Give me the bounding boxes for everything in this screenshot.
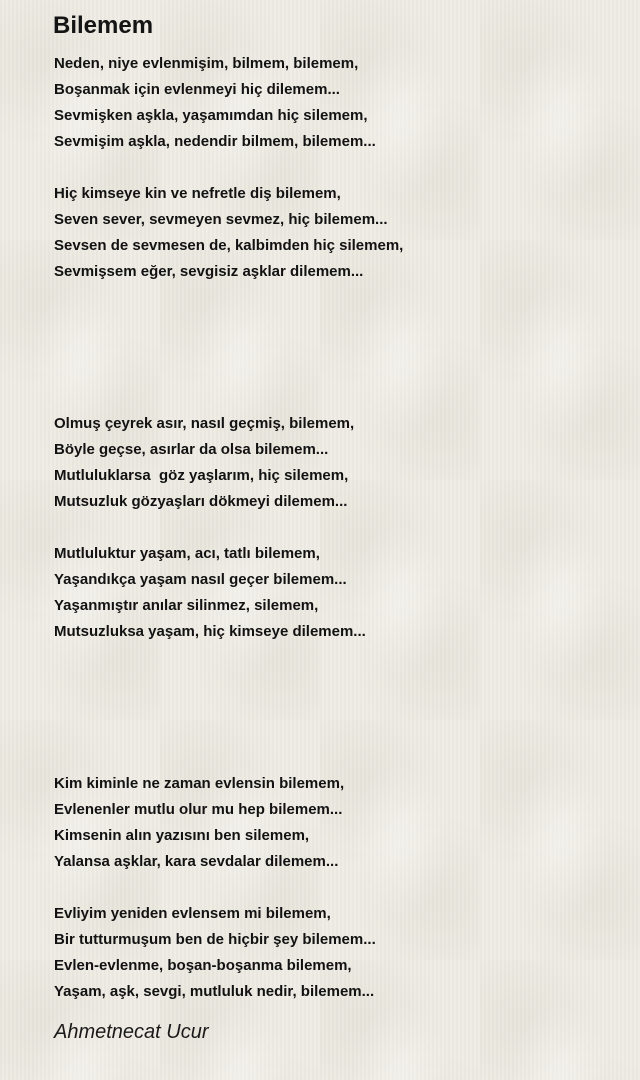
poem-line: Mutluluklarsa göz yaşlarım, hiç silemem, (54, 467, 349, 484)
poem-line: Evliyim yeniden evlensem mi bilemem, (54, 905, 331, 922)
poem-line: Yaşandıkça yaşam nasıl geçer bilemem... (54, 571, 347, 588)
poem-line: Boşanmak için evlenmeyi hiç dilemem... (54, 81, 340, 98)
poem-line: Yalansa aşklar, kara sevdalar dilemem... (54, 853, 339, 870)
poem-line: Hiç kimseye kin ve nefretle diş bilemem, (54, 185, 341, 202)
poem-line: Neden, niye evlenmişim, bilmem, bilemem, (54, 55, 359, 72)
poem-line: Sevsen de sevmesen de, kalbimden hiç silemem, (54, 237, 404, 254)
poem-title: Bilemem (53, 12, 154, 39)
poem-author: Ahmetnecat Ucur (54, 1021, 209, 1043)
poem-line: Kimsenin alın yazısını ben silemem, (54, 827, 310, 844)
poem-line: Seven sever, sevmeyen sevmez, hiç bilemem... (54, 211, 388, 228)
poem-line: Yaşanmıştır anılar silinmez, silemem, (54, 597, 319, 614)
poem-line: Olmuş çeyrek asır, nasıl geçmiş, bilemem, (54, 415, 355, 432)
poem-line: Bir tutturmuşum ben de hiçbir şey bilemem... (54, 931, 376, 948)
poem-line: Sevmişken aşkla, yaşamımdan hiç silemem, (54, 107, 368, 124)
poem-line: Kim kiminle ne zaman evlensin bilemem, (54, 775, 345, 792)
poem-line: Mutsuzluk gözyaşları dökmeyi dilemem... (54, 493, 348, 510)
poem-line: Böyle geçse, asırlar da olsa bilemem... (54, 441, 329, 458)
poem-line: Evlen-evlenme, boşan-boşanma bilemem, (54, 957, 352, 974)
poem-line: Mutluluktur yaşam, acı, tatlı bilemem, (54, 545, 320, 562)
poem-line: Sevmişim aşkla, nedendir bilmem, bilemem... (54, 133, 376, 150)
poem-line: Sevmişsem eğer, sevgisiz aşklar dilemem... (54, 263, 364, 280)
poem-line: Mutsuzluksa yaşam, hiç kimseye dilemem... (54, 623, 366, 640)
poem-line: Evlenenler mutlu olur mu hep bilemem... (54, 801, 343, 818)
poem-line: Yaşam, aşk, sevgi, mutluluk nedir, bilemem... (54, 983, 375, 1000)
